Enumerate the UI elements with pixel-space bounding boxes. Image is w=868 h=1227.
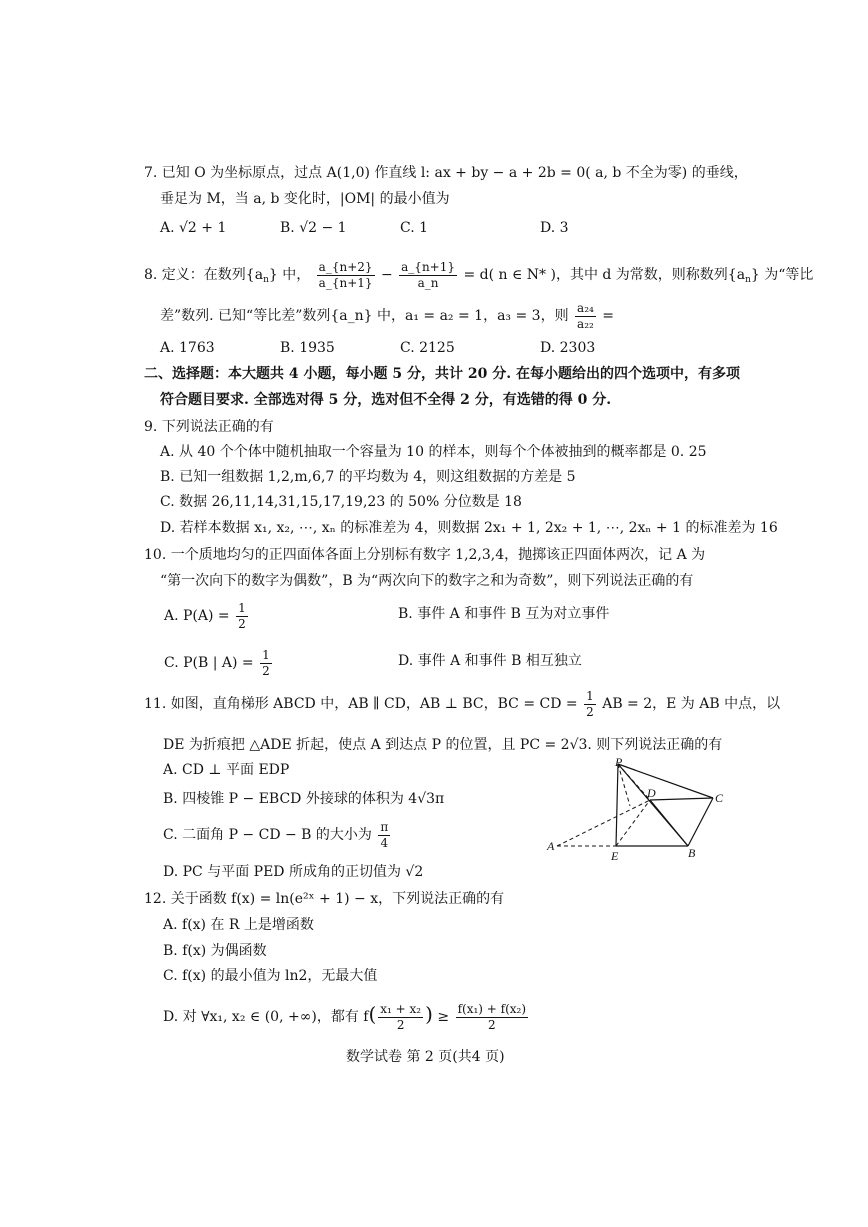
q7-option-a: A. √2 + 1: [160, 220, 227, 236]
q8-fraction-2: $\frac{a\_\{n+1\}}{a\_n}$: [401, 259, 455, 290]
section2-instructions-line1: 二、选择题：本大题共 4 小题，每小题 5 分，共计 20 分. 在每小题给出的四个选项中，有多项: [144, 366, 740, 382]
q7-stem-line1: 7. 已知 O 为坐标原点，过点 A(1,0) 作直线 l: ax + by − a + 2b = 0( a, b 不全为零) 的垂线，: [144, 165, 748, 181]
q11-fraction-half: $\frac{1}{2}$: [586, 688, 594, 719]
q8-option-d: D. 2303: [540, 340, 596, 356]
q9-option-c: C. 数据 26,11,14,31,15,17,19,23 的 50% 分位数是 18: [160, 494, 522, 510]
label-E: E: [611, 849, 619, 863]
q12-lhs-fraction: $\frac{\text{x₁ + x₂}}{2}$: [380, 1001, 422, 1032]
q8-fraction-3: $\frac{\text{a₂₄}}{\text{a₂₂}}$: [577, 300, 594, 331]
q11-option-b: B. 四棱锥 P − EBCD 外接球的体积为 4√3π: [163, 791, 445, 807]
edge-PE: [616, 764, 618, 846]
q8-option-b: B. 1935: [280, 340, 335, 356]
q10-stem-line1: 10. 一个质地均匀的正四面体各面上分别标有数字 1,2,3,4，抛掷该正四面体两次，记 A 为: [144, 547, 706, 563]
section2-instructions-line2: 符合题目要求. 全部选对得 5 分，选对但不全得 2 分，有选错的得 0 分.: [160, 392, 612, 408]
label-C: C: [715, 791, 724, 805]
edge-DC: [650, 798, 713, 800]
edge-ED: [616, 800, 650, 846]
q8-option-c: C. 2125: [400, 340, 455, 356]
q9-stem: 9. 下列说法正确的有: [144, 419, 274, 435]
q11-geometry-figure: [545, 758, 725, 866]
edge-DB: [650, 800, 688, 846]
q7-option-b: B. √2 − 1: [280, 220, 347, 236]
q7-stem-line2: 垂足为 M，当 a, b 变化时，|OM| 的最小值为: [160, 191, 450, 207]
q10-option-a: A. P(A) = $\frac{1}{2}$: [164, 600, 246, 631]
page-footer: 数学试卷 第 2 页(共4 页): [346, 1049, 505, 1065]
q10-option-c-fraction: $\frac{1}{2}$: [262, 647, 270, 678]
q9-option-d: D. 若样本数据 x₁, x₂, ⋯, xₙ 的标准差为 4，则数据 2x₁ + 1, 2x₂ + 1, ⋯, 2xₙ + 1 的标准差为 16: [160, 520, 778, 536]
q9-option-a: A. 从 40 个个体中随机抽取一个容量为 10 的样本，则每个个体被抽到的概率都是 0. 25: [160, 444, 707, 460]
q11-stem-line2: DE 为折痕把 △ADE 折起，使点 A 到达点 P 的位置，且 PC = 2√3. 则下列说法正确的有: [163, 737, 723, 753]
q8-stem-line2: 差”数列. 已知“等比差”数列{a_n} 中，a₁ = a₂ = 1，a₃ = 3，则 $\frac{\text{a₂₄}}{\text{a₂₂}}$ =: [160, 300, 615, 331]
q9-option-b: B. 已知一组数据 1,2,m,6,7 的平均数为 4，则这组数据的方差是 5: [160, 469, 576, 485]
q12-option-a: A. f(x) 在 R 上是增函数: [163, 917, 314, 933]
q8-fraction-1: $\frac{a\_\{n+2\}}{a\_\{n+1\}}$: [318, 259, 373, 290]
q11-option-c-fraction: $\frac{\pi}{4}$: [380, 819, 389, 850]
q12-option-c: C. f(x) 的最小值为 ln2，无最大值: [163, 968, 378, 984]
edge-AD: [557, 800, 650, 846]
q10-option-b: B. 事件 A 和事件 B 互为对立事件: [398, 606, 610, 622]
q10-option-c: C. P(B | A) = $\frac{1}{2}$: [164, 647, 270, 678]
q8-stem-line1: 8. 定义：在数列$\{a_n\}$ 中， $\frac{a\_\{n+2\}}{a\_\{n+1\}}$ − $\frac{a\_\{n+1\}}{a\_n}$ = d( n ∈ N* )，其中 d 为常数，则称数列$\{a_n\}$ 为“等比: [144, 259, 814, 290]
label-P: P: [615, 758, 623, 769]
label-D: D: [647, 786, 656, 800]
q8-option-a: A. 1763: [160, 340, 215, 356]
q10-option-a-fraction: $\frac{1}{2}$: [238, 600, 246, 631]
q7-option-c: C. 1: [400, 220, 429, 236]
label-A: A: [547, 839, 555, 853]
q11-option-c: C. 二面角 P − CD − B 的大小为 $\frac{\pi}{4}$: [163, 819, 389, 850]
q11-option-d: D. PC 与平面 PED 所成角的正切值为 √2: [163, 864, 424, 880]
q7-option-d: D. 3: [540, 220, 569, 236]
label-B: B: [688, 846, 696, 860]
edge-CB: [688, 798, 713, 846]
q12-option-d: D. 对 ∀x₁, x₂ ∈ (0, +∞)，都有 f( $\frac{\text{x₁ + x₂}}{2}$ ) ≥ $\frac{\text{f(x₁) + f(x₂)}}{2}$: [163, 1001, 527, 1032]
q11-option-a: A. CD ⊥ 平面 EDP: [163, 762, 290, 778]
q10-option-d: D. 事件 A 和事件 B 相互独立: [398, 653, 582, 669]
q12-option-b: B. f(x) 为偶函数: [163, 943, 267, 959]
q12-rhs-fraction: $\frac{\text{f(x₁) + f(x₂)}}{2}$: [457, 1001, 527, 1032]
q11-stem-line1: 11. 如图，直角梯形 ABCD 中，AB ∥ CD，AB ⊥ BC，BC = CD = $\frac{1}{2}$ AB = 2，E 为 AB 中点，以: [144, 688, 781, 719]
q12-stem: 12. 关于函数 f(x) = ln(e²ˣ + 1) − x，下列说法正确的有: [144, 891, 505, 907]
q10-stem-line2: “第一次向下的数字为偶数”，B 为“两次向下的数字之和为奇数”，则下列说法正确的有: [160, 573, 694, 589]
